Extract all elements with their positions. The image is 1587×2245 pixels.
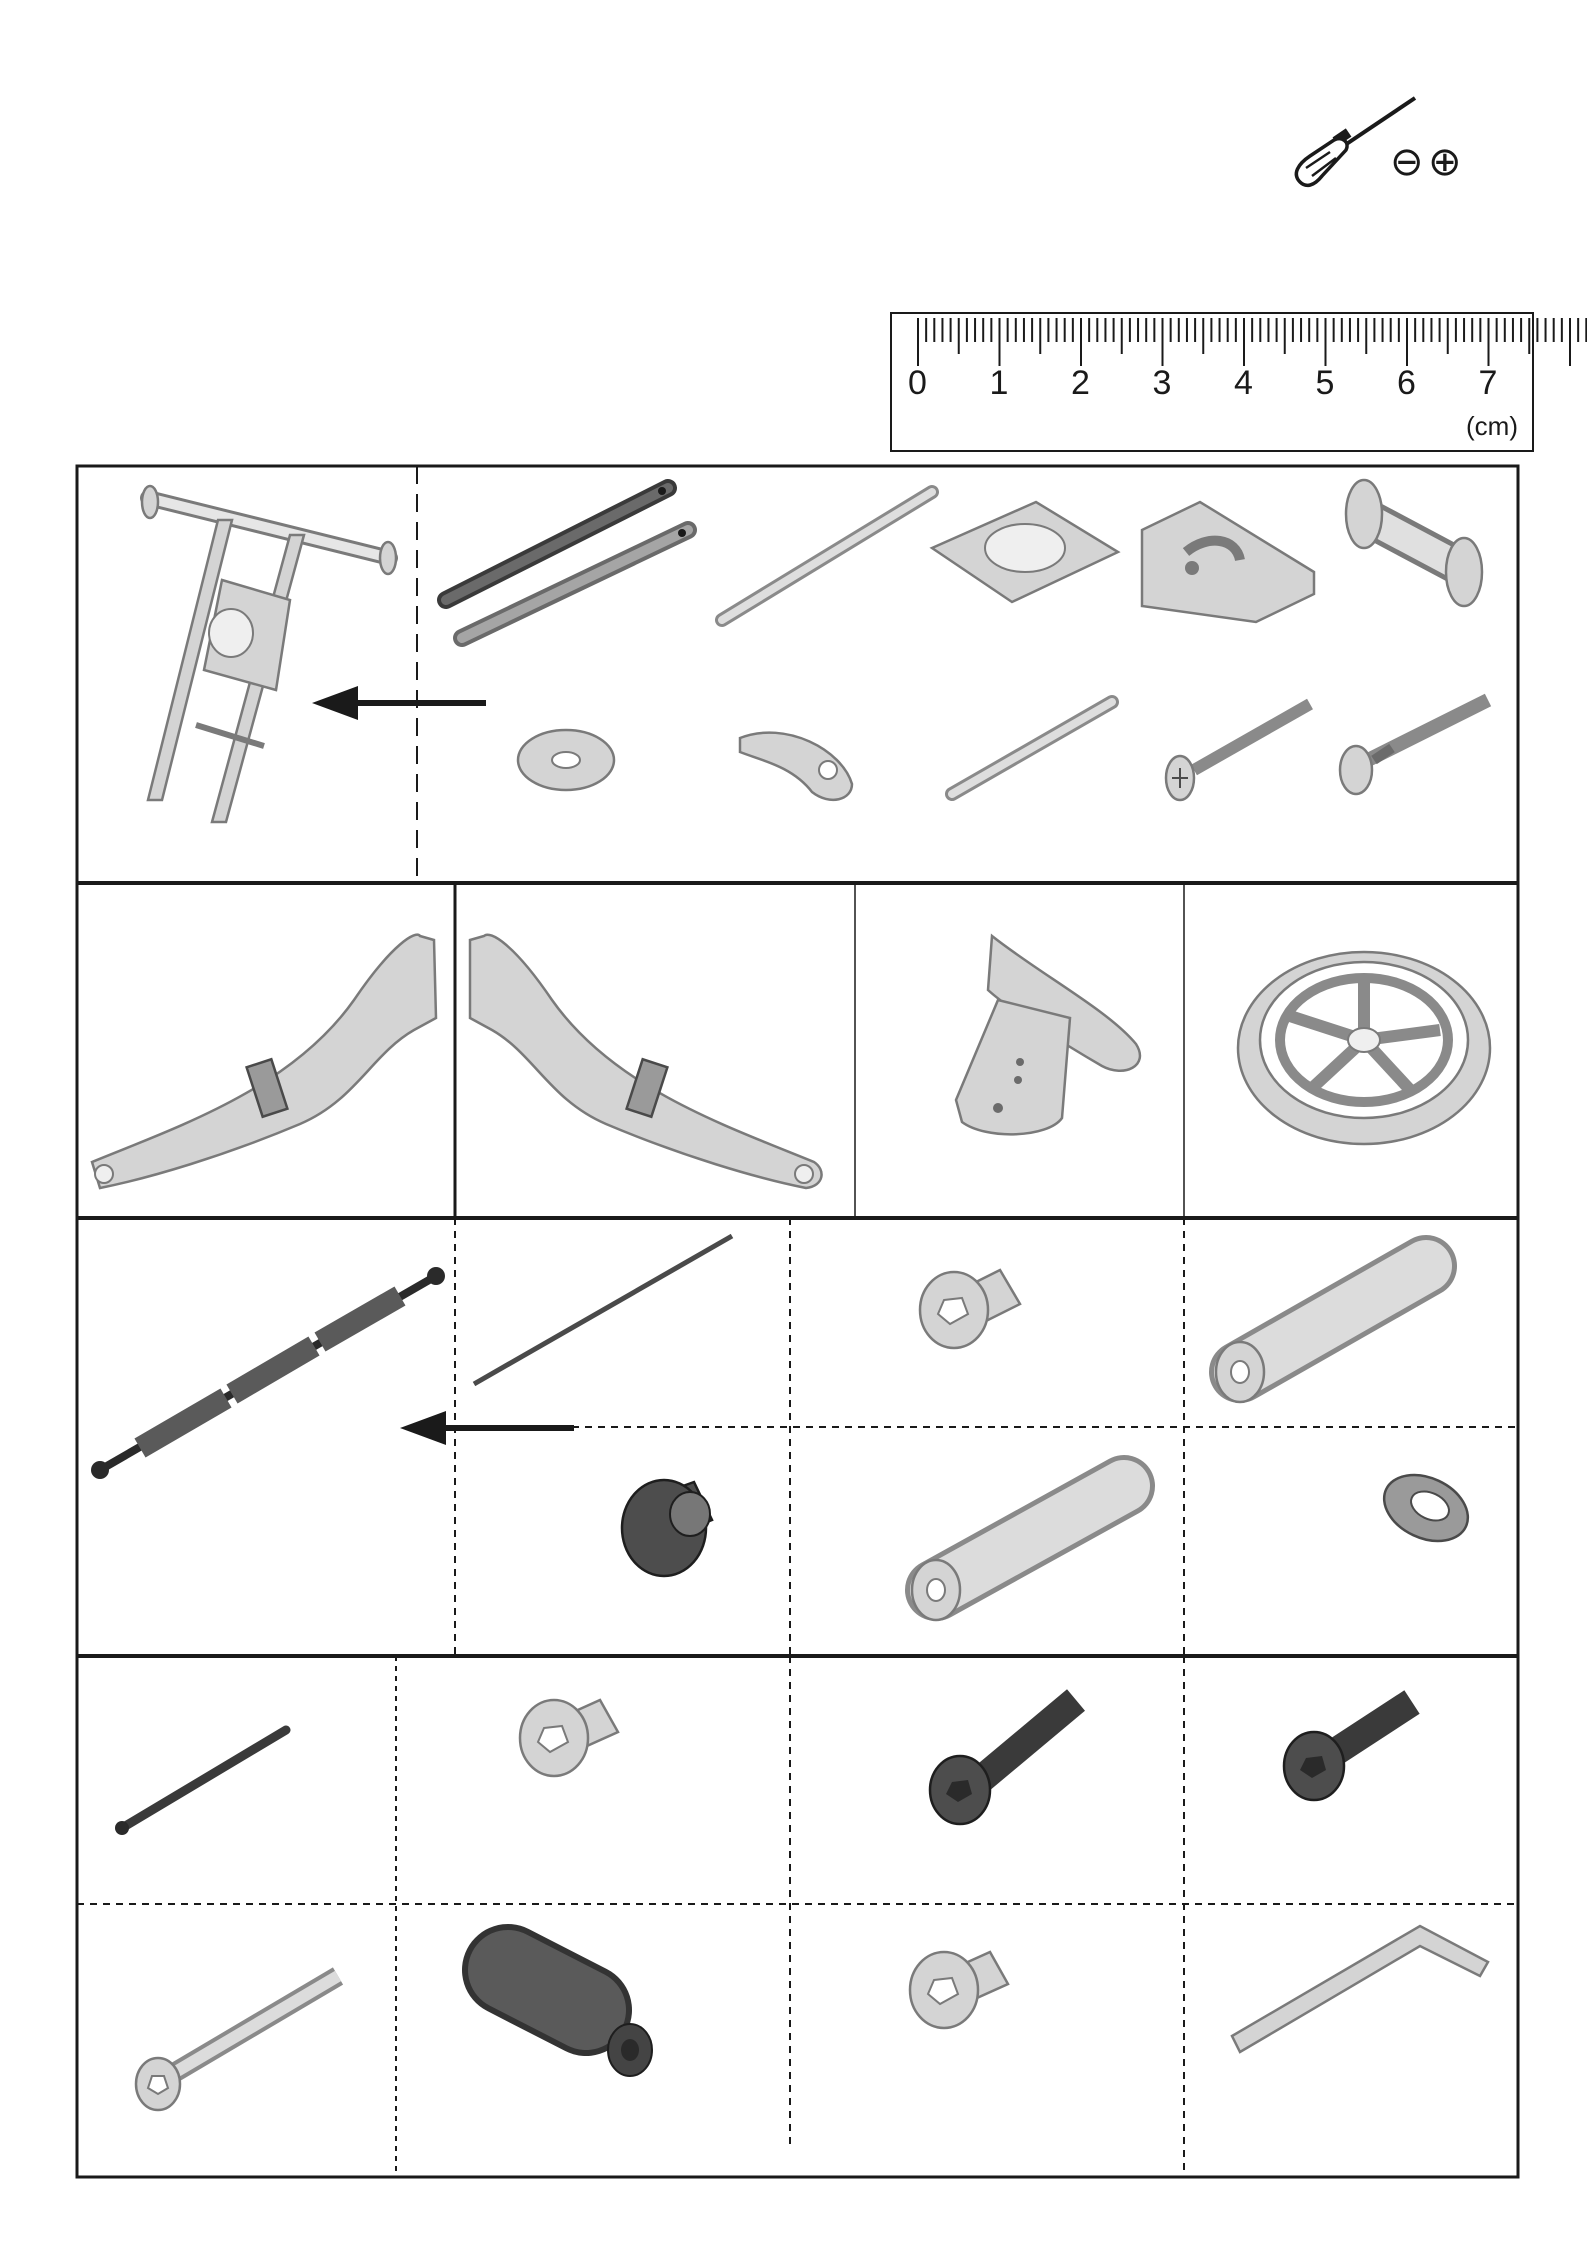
long-tube [1216,1266,1426,1402]
long-bar [446,487,688,638]
ruler-label: 4 [1234,364,1253,402]
short-axle [115,1730,286,1835]
flange-nut-small [520,1700,618,1776]
arrow-to-frame [312,686,486,720]
phillips-screw [1166,704,1310,800]
dark-bolt-short [1284,1702,1412,1800]
phillips-screw-icon: ⊕ [1428,140,1462,184]
flange-nut [920,1270,1020,1348]
short-rod [952,702,1112,794]
ruler-label: 0 [908,364,927,402]
ruler-label: 5 [1315,364,1335,402]
wheel [1238,952,1490,1144]
thin-rod [474,1236,732,1384]
right-side-panel [470,935,822,1188]
left-side-panel [92,935,436,1188]
bracket [1142,502,1314,622]
ruler-label: 7 [1478,364,1498,402]
flange-nut-third [910,1952,1008,2028]
wood-screw [1340,700,1488,794]
dark-bolt-long [930,1700,1076,1824]
arrow-to-axle [400,1411,574,1445]
ruler-label: 6 [1397,364,1416,402]
dark-spacer [508,1970,652,2076]
cam-plate [740,733,852,800]
seat [956,936,1140,1134]
ruler-label: 1 [989,364,1009,402]
flat-washer [1373,1462,1478,1554]
rod [722,492,932,620]
tube [912,1486,1124,1620]
ruler-label: 2 [1071,364,1090,402]
long-bolt [136,1976,338,2110]
ruler-label: 3 [1152,364,1172,402]
handle-grip [1346,480,1482,606]
slotted-screw-icon: ⊖ [1390,140,1424,184]
seat-plate [932,502,1118,602]
dark-bushing [622,1480,712,1576]
hex-key [1232,1926,1488,2052]
ruler-unit: (cm) [1466,411,1518,441]
handlebar-frame-assembly [142,486,396,822]
washer [518,730,614,790]
axle-assembly [91,1267,445,1479]
